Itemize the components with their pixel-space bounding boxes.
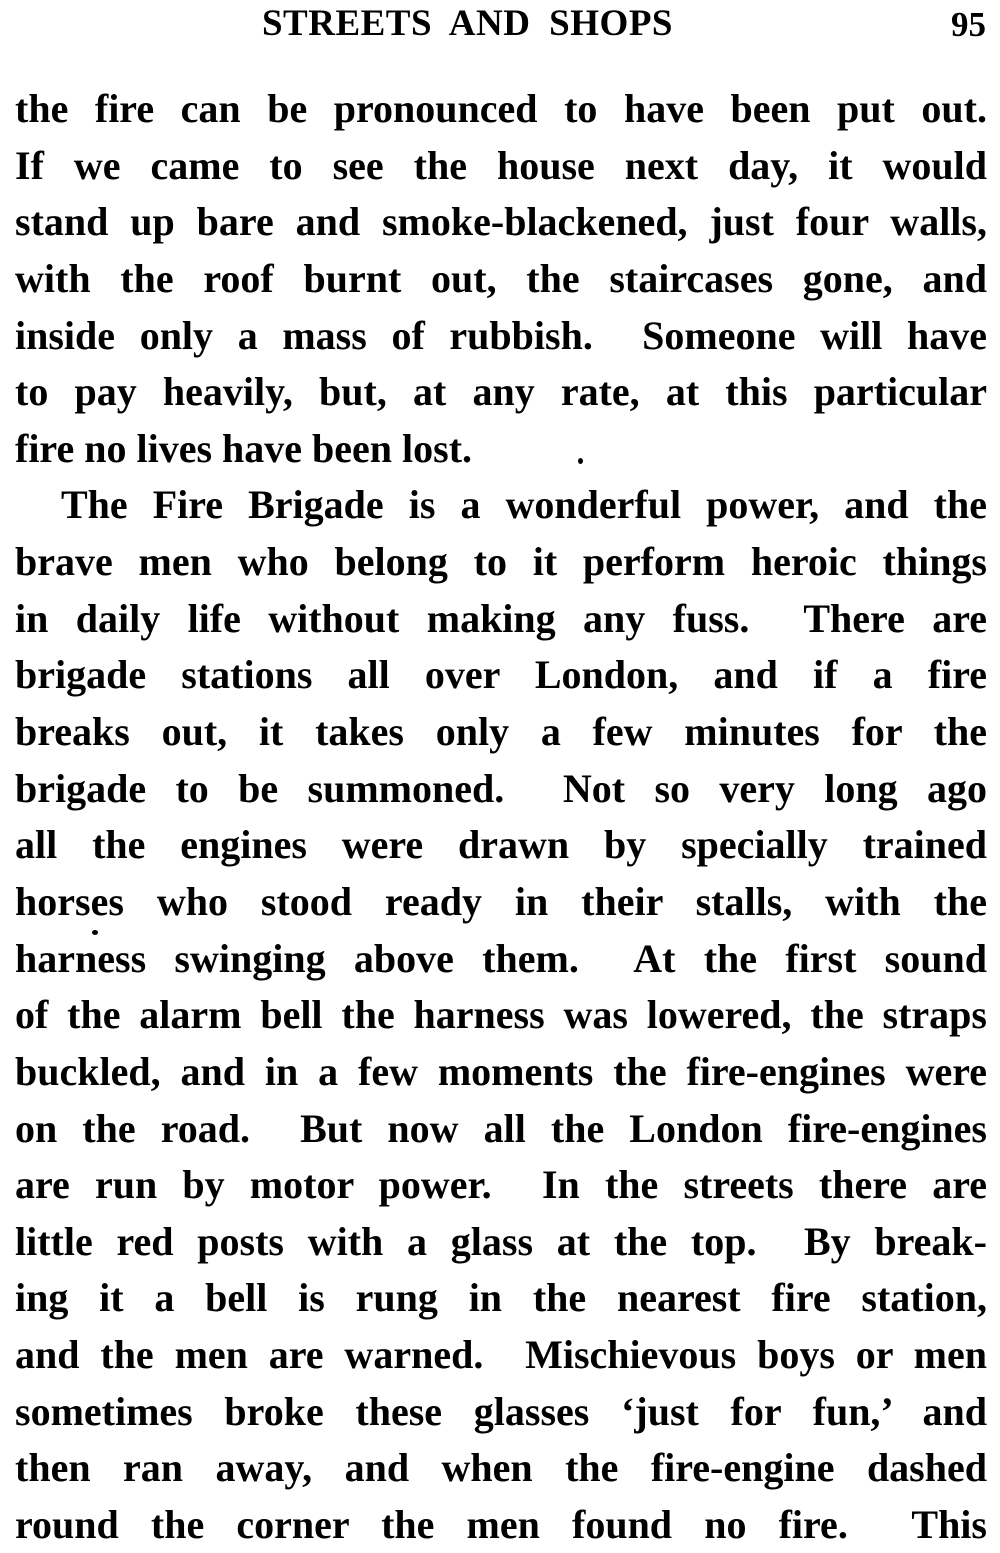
text-line: round the corner the men found no fire. This: [15, 1502, 987, 1548]
text-line: and the men are warned. Mischievous boys or men: [15, 1332, 987, 1378]
text-line: on the road. But now all the London fire-engines: [15, 1105, 987, 1151]
text-line: all the engines were drawn by specially trained: [15, 822, 987, 868]
text-line: brigade stations all over London, and if a fire: [15, 652, 987, 698]
text-line: the fire can be pronounced to have been put out.: [15, 86, 987, 131]
text-line: sometimes broke these glasses ‘just for fun,’ and: [15, 1388, 987, 1434]
running-header: [15, 2, 986, 46]
text-line: harness swinging above them. At the first sound: [15, 935, 987, 981]
ink-speck: [92, 930, 98, 935]
text-line-paragraph-end: fire no lives have been lost.: [15, 425, 473, 471]
text-line: stand up bare and smoke-blackened, just four walls,: [15, 199, 987, 245]
text-line: brave men who belong to it perform heroic things: [15, 539, 987, 585]
text-line: brigade to be summoned. Not so very long ago: [15, 765, 987, 811]
text-line: buckled, and in a few moments the fire-engines were: [15, 1048, 987, 1094]
text-line: little red posts with a glass at the top. By break-: [15, 1218, 987, 1264]
text-line: then ran away, and when the fire-engine dashed: [15, 1445, 987, 1491]
text-line: are run by motor power. In the streets there are: [15, 1162, 987, 1208]
ink-speck: [578, 458, 583, 464]
text-line: breaks out, it takes only a few minutes for the: [15, 709, 987, 755]
body-text: [15, 81, 987, 1553]
running-header-title: STREETS AND SHOPS: [261, 3, 673, 44]
text-line: inside only a mass of rubbish. Someone will have: [15, 312, 987, 358]
text-line: in daily life without making any fuss. There are: [15, 595, 987, 641]
text-line: with the roof burnt out, the staircases gone, and: [15, 255, 987, 301]
text-line: to pay heavily, but, at any rate, at this particular: [15, 369, 987, 415]
text-line: If we came to see the house next day, it would: [15, 142, 987, 188]
text-line-paragraph-start: The Fire Brigade is a wonderful power, and the: [61, 482, 987, 528]
text-line: ing it a bell is rung in the nearest fire station,: [15, 1275, 987, 1321]
text-line: of the alarm bell the harness was lowered, the straps: [15, 992, 987, 1038]
text-line: horses who stood ready in their stalls, with the: [15, 878, 987, 924]
page-number: 95: [951, 5, 986, 44]
